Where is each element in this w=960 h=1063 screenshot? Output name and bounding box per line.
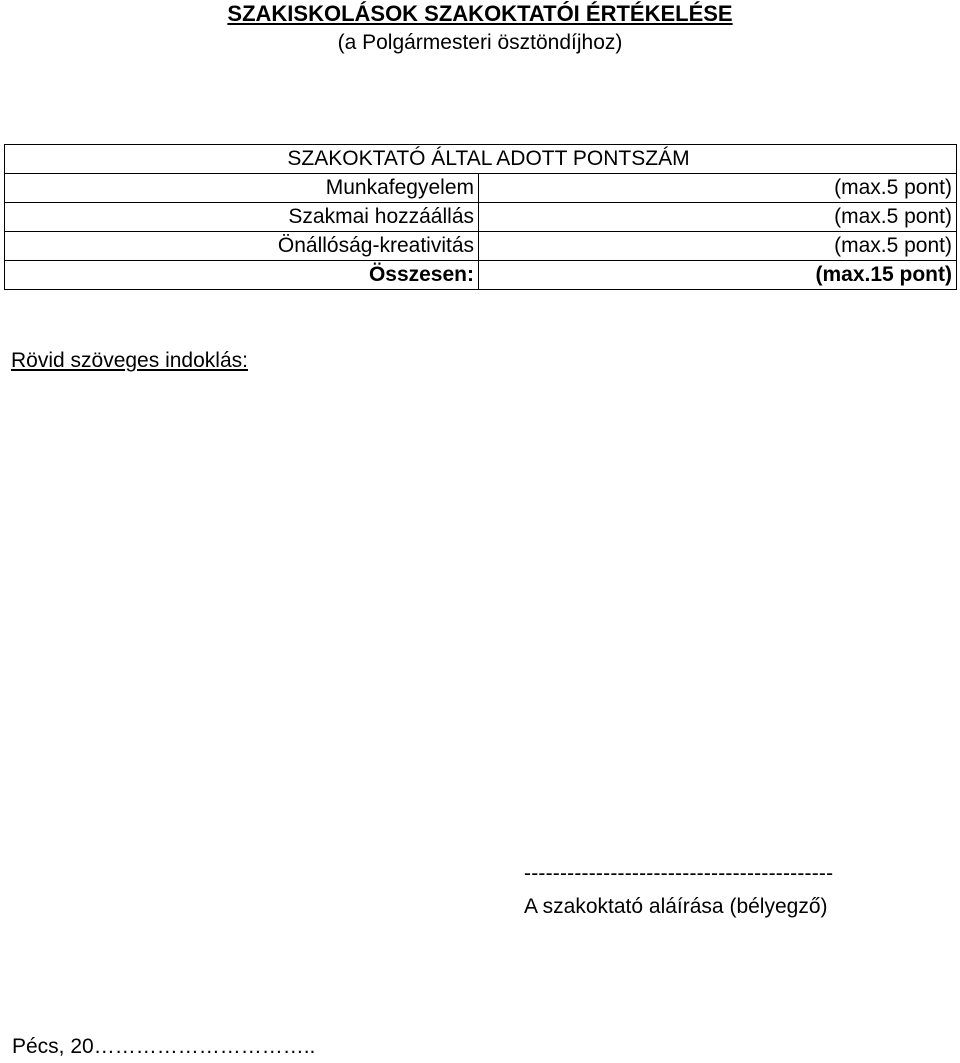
document-subtitle: (a Polgármesteri ösztöndíjhoz) bbox=[337, 31, 623, 54]
score-row-szakmai-hozzaallas bbox=[5, 203, 957, 232]
signature-label: A szakoktató aláírása (bélyegző) bbox=[524, 895, 828, 918]
score-table-header bbox=[5, 145, 957, 174]
score-total-max[interactable]: (max.15 pont) bbox=[479, 261, 957, 290]
score-table-header-row bbox=[5, 145, 957, 174]
signature-line: ------------------------------------------- bbox=[524, 862, 834, 885]
score-total-label: Összesen: bbox=[5, 261, 479, 290]
score-row-max[interactable]: (max.5 pont) bbox=[479, 203, 957, 232]
score-row-total bbox=[5, 261, 957, 290]
score-row-max[interactable]: (max.5 pont) bbox=[479, 232, 957, 261]
score-row-label: Szakmai hozzáállás bbox=[5, 203, 479, 232]
score-table-header-text: SZAKOKTATÓ ÁLTAL ADOTT PONTSZÁM bbox=[287, 147, 690, 170]
score-row-munkafegyelem bbox=[5, 174, 957, 203]
score-row-max[interactable]: (max.5 pont) bbox=[479, 174, 957, 203]
score-row-onallosag-kreativitas bbox=[5, 232, 957, 261]
place-date: Pécs, 20………………………….. bbox=[12, 1035, 316, 1058]
justification-label: Rövid szöveges indoklás: bbox=[11, 349, 248, 372]
score-table bbox=[4, 144, 957, 290]
document-title: SZAKISKOLÁSOK SZAKOKTATÓI ÉRTÉKELÉSE bbox=[227, 1, 733, 26]
score-row-label: Önállóság-kreativitás bbox=[5, 232, 479, 261]
score-row-label: Munkafegyelem bbox=[5, 174, 479, 203]
